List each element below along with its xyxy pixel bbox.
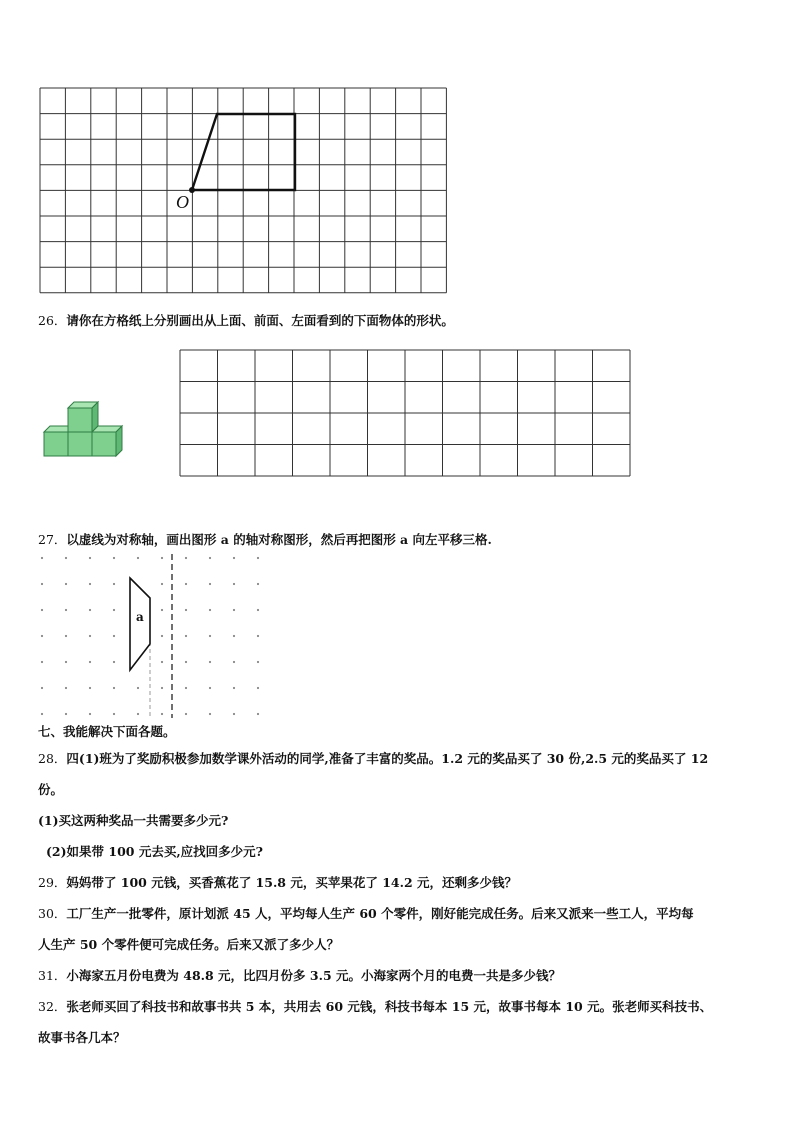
grid-dot	[185, 557, 187, 559]
grid-dot	[113, 609, 115, 611]
question-28-line2: 份。	[38, 782, 64, 797]
grid-dot	[137, 557, 139, 559]
grid-dot	[65, 713, 67, 715]
grid-dot	[233, 713, 235, 715]
origin-point	[189, 187, 195, 193]
grid-dot	[209, 661, 211, 663]
question-28-line1: 28．四(1)班为了奖励积极参加数学课外活动的同学,准备了丰富的奖品。1.2 元的奖品买了 30 份,2.5 元的奖品买了 12	[38, 751, 709, 766]
grid-dot	[65, 583, 67, 585]
grid-dot	[209, 687, 211, 689]
grid-dot	[209, 713, 211, 715]
question-number: 29．	[38, 875, 67, 890]
grid-dot	[185, 609, 187, 611]
question-28-sub2: (2)如果带 100 元去买,应找回多少元?	[46, 844, 263, 859]
grid-dot	[89, 687, 91, 689]
grid-dot	[209, 583, 211, 585]
question-number: 31．	[38, 968, 67, 983]
grid-dot	[137, 687, 139, 689]
question-28-sub1: (1)买这两种奖品一共需要多少元?	[38, 813, 229, 828]
question-number: 32．	[38, 999, 67, 1014]
question-number: 26．	[38, 313, 67, 328]
grid-dot	[185, 583, 187, 585]
grid-dot	[185, 635, 187, 637]
question-number: 30．	[38, 906, 67, 921]
grid-dot	[161, 713, 163, 715]
grid-dot	[65, 557, 67, 559]
grid-dot	[161, 609, 163, 611]
grid-dot	[233, 583, 235, 585]
grid-dot	[233, 661, 235, 663]
grid-dot	[257, 661, 259, 663]
question-26	[38, 313, 454, 329]
grid-dot	[257, 557, 259, 559]
grid-dot	[161, 661, 163, 663]
grid-dot	[185, 713, 187, 715]
dot-grid-figure-q27	[38, 552, 278, 720]
grid-dot	[65, 661, 67, 663]
grid-dot	[233, 635, 235, 637]
grid-dot	[209, 609, 211, 611]
grid-dot	[113, 661, 115, 663]
grid-dot	[257, 687, 259, 689]
question-text: 请你在方格纸上分别画出从上面、前面、左面看到的下面物体的形状。	[66, 313, 454, 328]
grid-dot	[113, 713, 115, 715]
grid-dot	[65, 609, 67, 611]
grid-dot	[161, 687, 163, 689]
section-title: 七、我能解决下面各题。	[38, 724, 176, 739]
grid-dot	[233, 609, 235, 611]
question-31: 31．小海家五月份电费为 48.8 元，比四月份多 3.5 元。小海家两个月的电费一共是多少钱？	[38, 968, 562, 983]
grid-dot	[89, 609, 91, 611]
grid-dot	[113, 557, 115, 559]
grid-dot	[257, 583, 259, 585]
grid-dot	[161, 635, 163, 637]
question-29: 29．妈妈带了 100 元钱，买香蕉花了 15.8 元，买苹果花了 14.2 元，还剩多少钱？	[38, 875, 517, 890]
grid-dot	[161, 557, 163, 559]
grid-dot	[89, 661, 91, 663]
cube-stack-figure	[42, 400, 126, 460]
grid-dot	[41, 635, 43, 637]
question-30-line2: 人生产 50 个零件便可完成任务。后来又派了多少人？	[38, 937, 340, 952]
grid-dot	[185, 687, 187, 689]
grid-dot	[113, 687, 115, 689]
question-number: 28．	[38, 751, 67, 766]
grid-dot	[89, 557, 91, 559]
grid-dot	[41, 583, 43, 585]
question-32-line1: 32．张老师买回了科技书和故事书共 5 本，共用去 60 元钱，科技书每本 15 元，故事书每本 10 元。张老师买科技书、	[38, 999, 713, 1014]
grid-dot	[233, 557, 235, 559]
grid-dot	[257, 635, 259, 637]
grid-dot	[209, 557, 211, 559]
grid-dot	[257, 609, 259, 611]
question-number: 27．	[38, 532, 67, 547]
grid-dot	[137, 713, 139, 715]
grid-dot	[41, 557, 43, 559]
grid-figure-parallelogram	[40, 88, 448, 296]
grid-dot	[257, 713, 259, 715]
grid-dot	[89, 635, 91, 637]
grid-dot	[41, 661, 43, 663]
question-32-line2: 故事书各几本？	[38, 1030, 126, 1045]
question-27	[38, 532, 492, 548]
grid-dot	[65, 687, 67, 689]
grid-dot	[113, 635, 115, 637]
question-30-line1: 30．工厂生产一批零件，原计划派 45 人，平均每人生产 60 个零件，刚好能完成任务。后来又派来一些工人，平均每	[38, 906, 694, 921]
drawing-grid-q26	[180, 350, 634, 478]
shape-a	[130, 578, 150, 670]
grid-dot	[233, 687, 235, 689]
grid-dot	[65, 635, 67, 637]
origin-label: O	[176, 192, 189, 212]
grid-dot	[41, 609, 43, 611]
shape-a-label: a	[136, 610, 144, 624]
grid-dot	[113, 583, 115, 585]
grid-dot	[209, 635, 211, 637]
grid-dot	[41, 713, 43, 715]
grid-dot	[185, 661, 187, 663]
grid-dot	[89, 583, 91, 585]
question-text: 以虚线为对称轴，画出图形 a 的轴对称图形，然后再把图形 a 向左平移三格.	[66, 532, 492, 547]
grid-dot	[161, 583, 163, 585]
grid-dot	[41, 687, 43, 689]
grid-dot	[89, 713, 91, 715]
